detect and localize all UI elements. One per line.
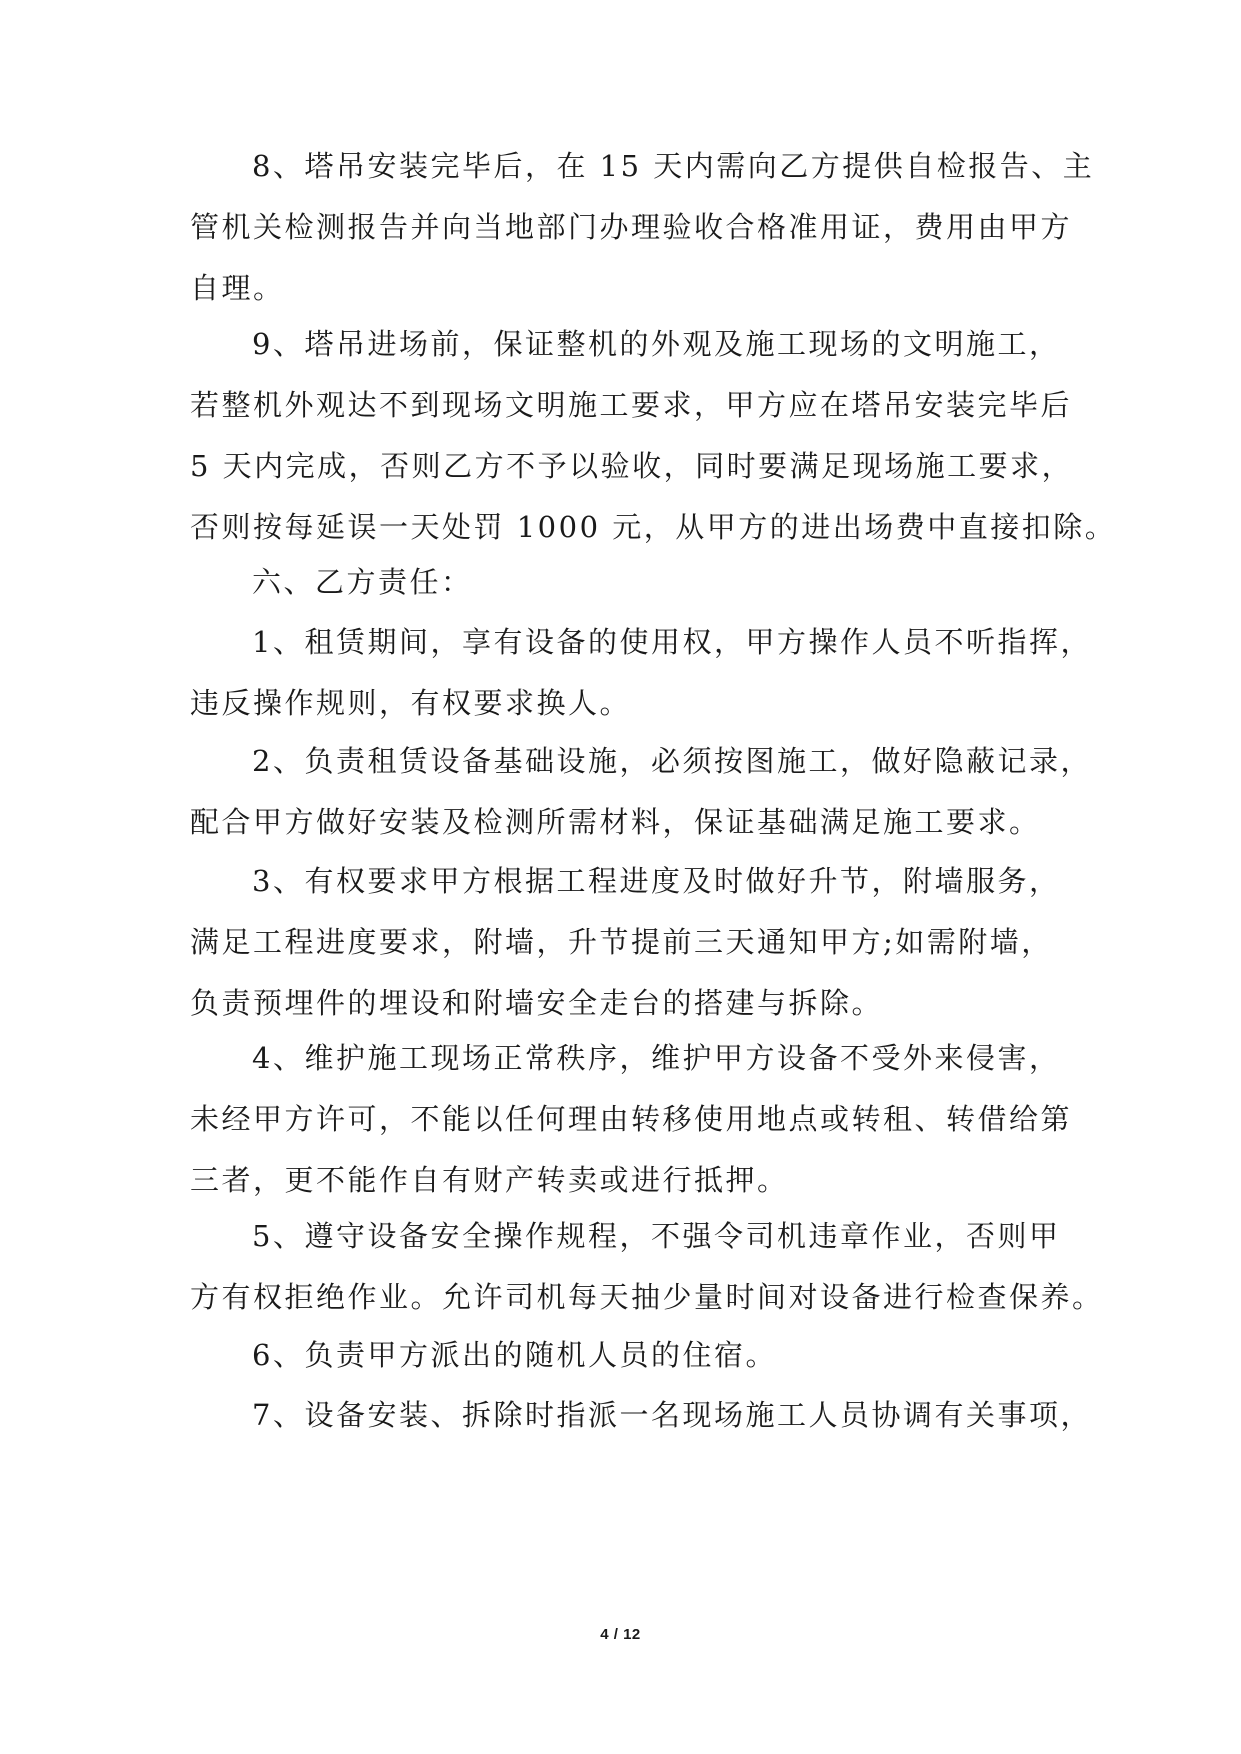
text-line: 违反操作规则，有权要求换人。: [190, 686, 632, 720]
text-line: 2、负责租赁设备基础设施，必须按图施工，做好隐蔽记录，: [252, 744, 1092, 778]
page-number: 4 / 12: [600, 1626, 641, 1643]
text-line: 三者，更不能作自有财产转卖或进行抵押。: [190, 1163, 789, 1197]
text-line: 方有权拒绝作业。允许司机每天抽少量时间对设备进行检查保养。: [190, 1280, 1104, 1314]
text-line: 9、塔吊进场前，保证整机的外观及施工现场的文明施工，: [252, 327, 1061, 361]
text-line: 管机关检测报告并向当地部门办理验收合格准用证，费用由甲方: [190, 210, 1073, 244]
responsibility-item-4: [190, 1028, 1073, 1211]
paragraph-item-9: [190, 314, 1117, 558]
text-line: 8、塔吊安装完毕后，在 15 天内需向乙方提供自检报告、主: [252, 149, 1095, 183]
responsibility-item-3: [190, 851, 1070, 1034]
section-heading-party-b: [190, 552, 1070, 613]
text-line: 7、设备安装、拆除时指派一名现场施工人员协调有关事项，: [252, 1398, 1092, 1432]
text-line: 配合甲方做好安装及检测所需材料，保证基础满足施工要求。: [190, 805, 1041, 839]
responsibility-item-1: [190, 612, 1092, 734]
text-line: 若整机外观达不到现场文明施工要求，甲方应在塔吊安装完毕后: [190, 388, 1073, 422]
responsibility-item-5: [190, 1206, 1104, 1328]
text-line: 5 天内完成，否则乙方不予以验收，同时要满足现场施工要求，: [190, 449, 1074, 483]
responsibility-item-6: [190, 1325, 1070, 1386]
text-line: 满足工程进度要求，附墙，升节提前三天通知甲方;如需附墙，: [190, 925, 1053, 959]
text-line: 未经甲方许可，不能以任何理由转移使用地点或转租、转借给第: [190, 1102, 1073, 1136]
text-line: 5、遵守设备安全操作规程，不强令司机违章作业，否则甲: [252, 1219, 1061, 1253]
text-line: 6、负责甲方派出的随机人员的住宿。: [252, 1338, 777, 1372]
text-line: 负责预埋件的埋设和附墙安全走台的搭建与拆除。: [190, 986, 884, 1020]
paragraph-item-8: [190, 136, 1095, 319]
responsibility-item-7: [190, 1385, 1092, 1446]
text-line: 自理。: [190, 271, 285, 305]
text-line: 否则按每延误一天处罚 1000 元，从甲方的进出场费中直接扣除。: [190, 510, 1117, 544]
text-line: 4、维护施工现场正常秩序，维护甲方设备不受外来侵害，: [252, 1041, 1061, 1075]
text-line: 1、租赁期间，享有设备的使用权，甲方操作人员不听指挥，: [252, 625, 1092, 659]
responsibility-item-2: [190, 731, 1092, 853]
section-heading-text: 六、乙方责任：: [252, 565, 473, 599]
text-line: 3、有权要求甲方根据工程进度及时做好升节，附墙服务，: [252, 864, 1061, 898]
